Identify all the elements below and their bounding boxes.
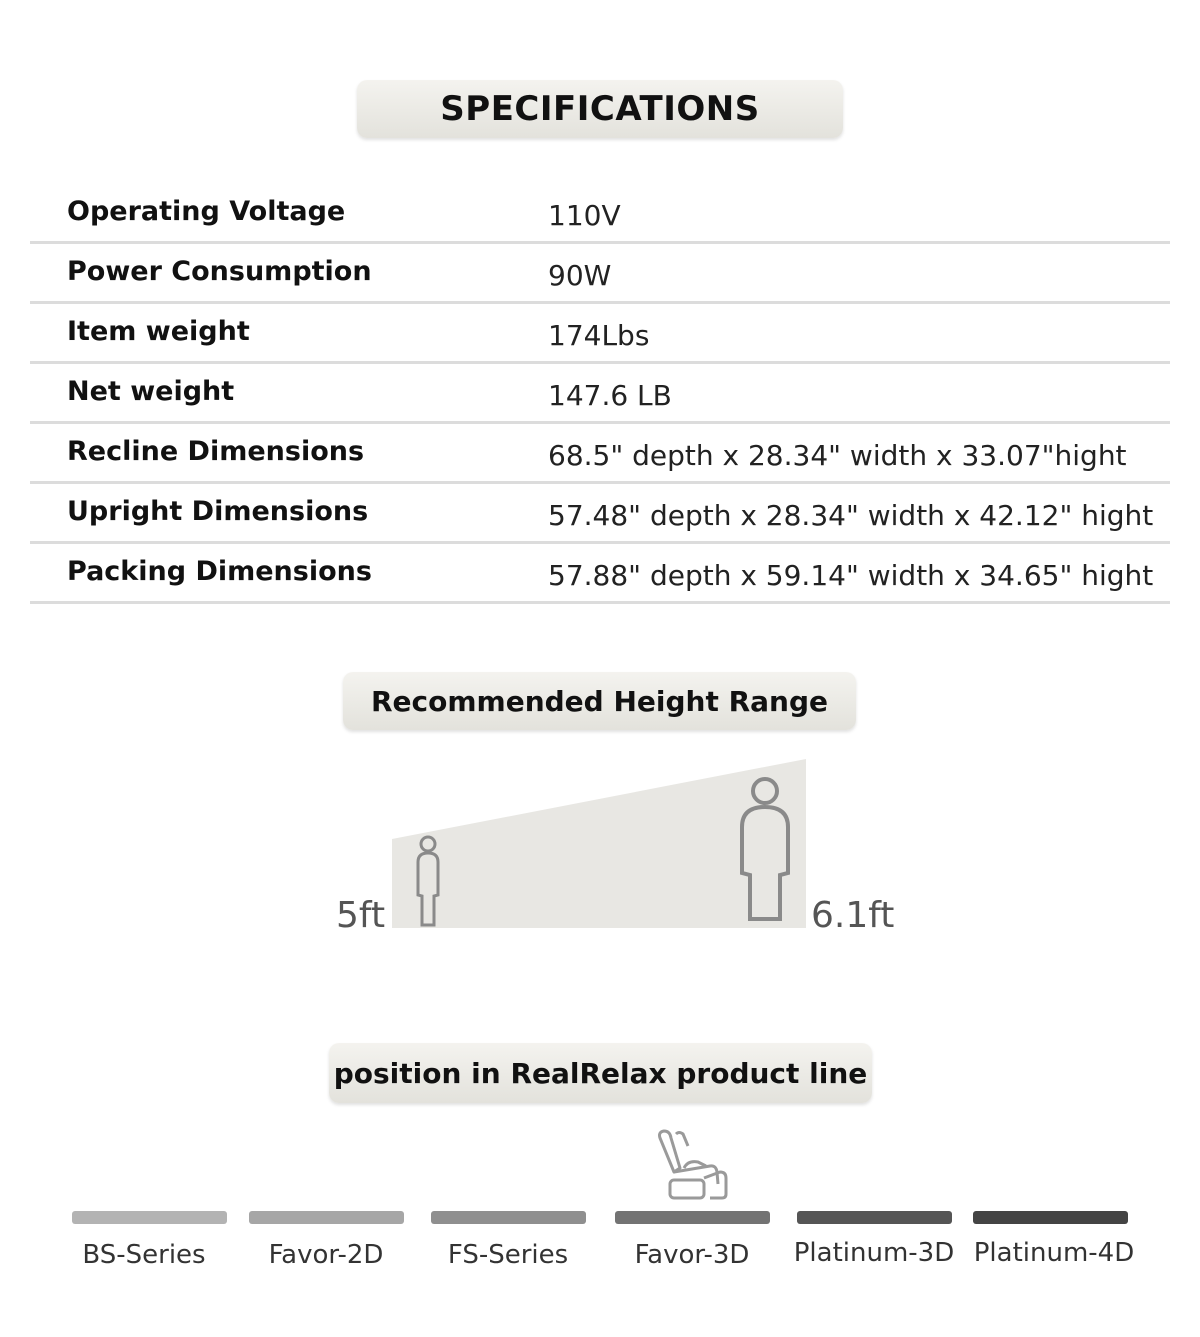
spec-label: Upright Dimensions bbox=[67, 496, 369, 527]
series-bar-platinum-4d bbox=[973, 1211, 1128, 1224]
spec-row bbox=[30, 364, 1170, 424]
series-bar-bs-series bbox=[72, 1211, 227, 1224]
spec-row bbox=[30, 304, 1170, 364]
series-bar-favor-3d bbox=[615, 1211, 770, 1224]
spec-row bbox=[30, 544, 1170, 604]
specifications-table bbox=[30, 184, 1170, 604]
spec-label: Recline Dimensions bbox=[67, 436, 365, 467]
spec-row bbox=[30, 484, 1170, 544]
product-line-title: position in RealRelax product line bbox=[329, 1043, 872, 1103]
spec-row bbox=[30, 244, 1170, 304]
series-label-favor-3d: Favor-3D bbox=[634, 1240, 750, 1270]
spec-value: 174Lbs bbox=[548, 319, 650, 352]
spec-label: Net weight bbox=[67, 376, 235, 407]
spec-value: 147.6 LB bbox=[548, 379, 672, 412]
spec-value: 57.48" depth x 28.34" width x 42.12" hight bbox=[548, 499, 1154, 532]
series-label-bs-series: BS-Series bbox=[82, 1240, 206, 1270]
series-bar-favor-2d bbox=[249, 1211, 404, 1224]
spec-label: Operating Voltage bbox=[67, 196, 346, 227]
series-label-favor-2d: Favor-2D bbox=[268, 1240, 384, 1270]
spec-value: 57.88" depth x 59.14" width x 34.65" hight bbox=[548, 559, 1154, 592]
spec-value: 90W bbox=[548, 259, 612, 292]
min-height-label: 5ft bbox=[336, 895, 386, 936]
spec-row bbox=[30, 424, 1170, 484]
spec-label: Power Consumption bbox=[67, 256, 372, 287]
specifications-title: SPECIFICATIONS bbox=[357, 80, 843, 138]
spec-row bbox=[30, 184, 1170, 244]
height-range-title: Recommended Height Range bbox=[343, 672, 856, 730]
spec-label: Item weight bbox=[67, 316, 250, 347]
spec-label: Packing Dimensions bbox=[67, 556, 372, 587]
height-range-figure bbox=[330, 755, 910, 945]
series-label-fs-series: FS-Series bbox=[447, 1240, 569, 1270]
series-label-platinum-3d: Platinum-3D bbox=[793, 1238, 955, 1268]
spec-value: 68.5" depth x 28.34" width x 33.07"hight bbox=[548, 439, 1127, 472]
series-bar-fs-series bbox=[431, 1211, 586, 1224]
series-label-platinum-4d: Platinum-4D bbox=[973, 1238, 1135, 1268]
massage-chair-icon bbox=[654, 1128, 732, 1204]
max-height-label: 6.1ft bbox=[811, 895, 895, 936]
spec-value: 110V bbox=[548, 199, 621, 232]
series-bar-platinum-3d bbox=[797, 1211, 952, 1224]
